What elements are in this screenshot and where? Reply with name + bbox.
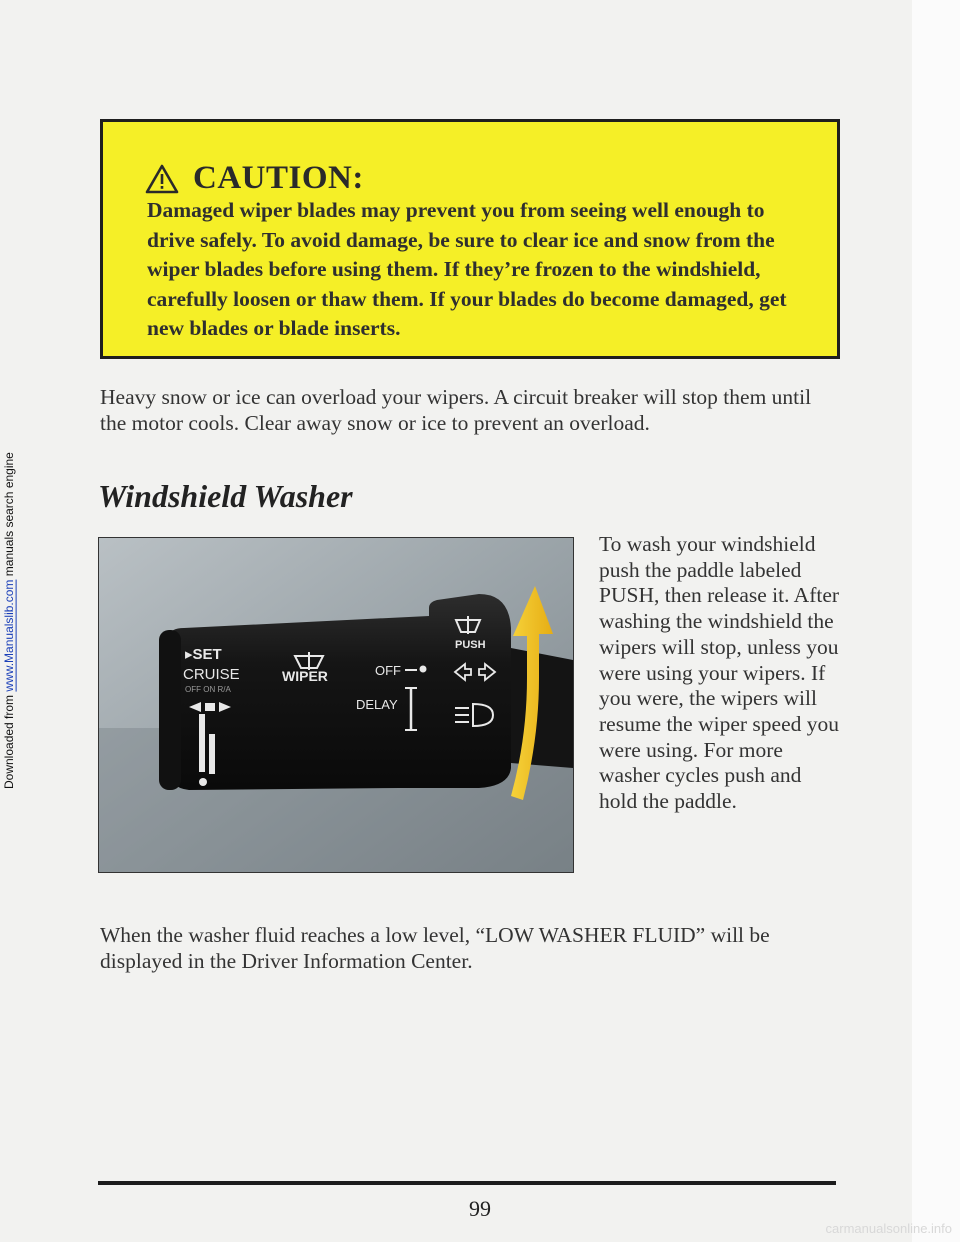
page-number: 99 — [469, 1196, 491, 1221]
stamp-prefix: Downloaded from — [2, 692, 16, 790]
page-edge — [912, 0, 960, 1242]
wiper-lever-illustration — [99, 538, 573, 872]
cruise-label: CRUISE — [183, 666, 240, 683]
set-label: ▸SET — [185, 646, 222, 663]
cruise-sub-label: OFF ON R/A — [185, 685, 231, 694]
wiper-lever-photo — [98, 537, 574, 873]
section-title: Windshield Washer — [98, 478, 353, 514]
stamp-suffix: manuals search engine — [2, 452, 16, 580]
warning-triangle-icon — [145, 164, 179, 194]
off-label: OFF — [375, 663, 401, 678]
footer-rule — [98, 1181, 836, 1185]
watermark: carmanualsonline.info — [825, 1221, 952, 1236]
low-fluid-paragraph: When the washer fluid reaches a low level, “LOW WASHER FLUID” will be displayed in the Driver Information Center. — [100, 923, 770, 973]
washer-instructions: To wash your windshield push the paddle labeled PUSH, then release it. After washing the windshield the wipers will stop, unless you were using your wipers. If you were, the wipers will resume the wiper speed you were using. For more washer cycles push and hold the paddle. — [599, 532, 840, 814]
caution-text: Damaged wiper blades may prevent you from seeing well enough to drive safely. To avoid damage, be sure to clear ice and snow from the wiper blades before using them. If they’re frozen to the windshield, carefully loosen or thaw them. If your blades do become damaged, get new blades or blade inserts. — [147, 198, 787, 340]
caution-heading — [145, 160, 364, 197]
manualslib-link[interactable]: www.Manualslib.com — [2, 580, 16, 693]
delay-label: DELAY — [356, 697, 398, 712]
overload-paragraph: Heavy snow or ice can overload your wipers. A circuit breaker will stop them until the motor cools. Clear away snow or ice to prevent an overload. — [100, 385, 812, 435]
caution-box — [100, 119, 840, 359]
wiper-label: WIPER — [282, 668, 328, 684]
download-stamp — [2, 0, 20, 1242]
caution-title: CAUTION: — [193, 160, 364, 196]
push-label: PUSH — [455, 639, 486, 651]
